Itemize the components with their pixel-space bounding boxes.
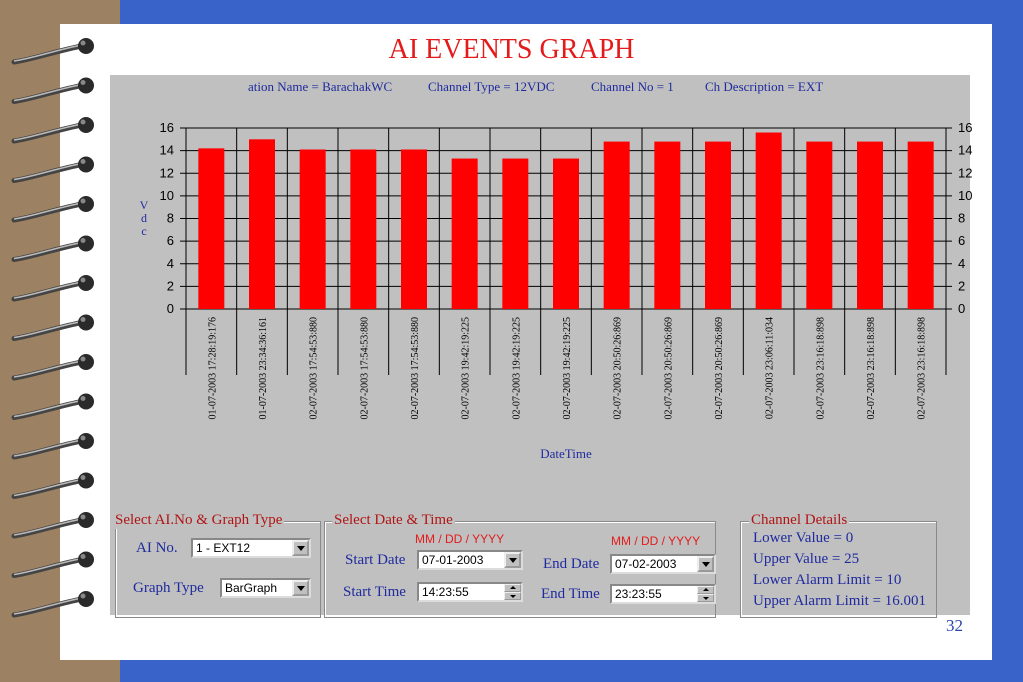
x-tick-label: 02-07-2003 19:42:19:225 bbox=[562, 317, 573, 420]
x-tick-label: 02-07-2003 20:50:26:869 bbox=[663, 317, 675, 420]
y-tick-label: 14 bbox=[159, 142, 174, 158]
spiral-ring bbox=[14, 117, 94, 141]
lower-value: Lower Value = 0 bbox=[753, 530, 854, 546]
channel-type: Channel Type = 12VDC bbox=[428, 79, 555, 94]
channel-no: Channel No = 1 bbox=[591, 79, 674, 94]
bar bbox=[857, 142, 883, 309]
y-tick-label-right: 12 bbox=[958, 165, 973, 181]
bar bbox=[300, 149, 326, 309]
date-time-group-legend: Select Date & Time bbox=[334, 512, 453, 528]
x-tick-label: 02-07-2003 20:50:26:869 bbox=[714, 317, 725, 420]
y-tick-label: 12 bbox=[159, 165, 174, 181]
spin-up-icon[interactable] bbox=[504, 584, 521, 592]
station-name: ation Name = BarachakWC bbox=[248, 79, 393, 94]
y-axis-label: V bbox=[139, 198, 149, 212]
ch-description: Ch Description = EXT bbox=[705, 79, 824, 94]
upper-alarm-limit: Upper Alarm Limit = 16.001 bbox=[753, 593, 927, 609]
y-tick-label: 8 bbox=[166, 210, 174, 226]
spiral-ring bbox=[14, 591, 94, 615]
y-tick-label: 10 bbox=[159, 187, 174, 203]
chevron-down-icon[interactable] bbox=[292, 540, 309, 556]
start-time-value: 14:23:55 bbox=[422, 585, 469, 599]
y-tick-label-right: 6 bbox=[958, 233, 966, 249]
spiral-ring bbox=[14, 275, 94, 299]
y-axis-label: c bbox=[141, 224, 147, 238]
x-tick-label: 02-07-2003 23:06:11:034 bbox=[764, 317, 776, 420]
spinner-arrows-icon[interactable] bbox=[697, 586, 714, 602]
spin-up-icon[interactable] bbox=[697, 586, 714, 594]
x-tick-label: 02-07-2003 19:42:19:225 bbox=[511, 317, 523, 420]
spiral-ring bbox=[14, 433, 94, 457]
start-date-label: Start Date bbox=[345, 552, 406, 568]
x-tick-label: 02-07-2003 23:16:18:898 bbox=[866, 317, 877, 420]
y-tick-label-right: 4 bbox=[958, 255, 966, 271]
end-time-value: 23:23:55 bbox=[615, 587, 662, 601]
bar bbox=[198, 148, 224, 309]
x-tick-label: 02-07-2003 17:54:53:880 bbox=[359, 317, 371, 420]
bar bbox=[756, 133, 782, 309]
spin-down-icon[interactable] bbox=[504, 592, 521, 600]
x-tick-label: 02-07-2003 20:50:26:869 bbox=[612, 317, 624, 420]
y-tick-label-right: 2 bbox=[958, 278, 966, 294]
y-tick-label-right: 10 bbox=[958, 187, 973, 203]
bar bbox=[908, 142, 934, 309]
spiral-ring bbox=[14, 512, 94, 536]
spiral-ring bbox=[14, 552, 94, 576]
end-date-picker[interactable] bbox=[610, 554, 716, 574]
bar bbox=[654, 142, 680, 309]
bar bbox=[350, 149, 376, 309]
channel-details-legend: Channel Details bbox=[751, 512, 848, 528]
upper-value: Upper Value = 25 bbox=[753, 551, 860, 567]
end-date-label: End Date bbox=[543, 556, 600, 572]
slide-number: 32 bbox=[946, 616, 963, 635]
chevron-down-icon[interactable] bbox=[292, 580, 309, 596]
y-tick-label: 2 bbox=[166, 278, 174, 294]
ai-no-value: 1 - EXT12 bbox=[196, 541, 251, 555]
graph-type-value: BarGraph bbox=[225, 581, 278, 595]
spiral-ring bbox=[14, 78, 94, 102]
slide-title: AI EVENTS GRAPH bbox=[388, 34, 635, 65]
graph-type-select[interactable] bbox=[220, 578, 311, 598]
spiral-ring bbox=[14, 196, 94, 220]
spiral-binding bbox=[0, 0, 110, 682]
ai-graph-group bbox=[115, 512, 321, 618]
bar bbox=[806, 142, 832, 309]
bar-chart bbox=[110, 97, 973, 467]
bar bbox=[604, 142, 630, 309]
end-time-label: End Time bbox=[541, 586, 600, 602]
x-tick-label: 02-07-2003 23:16:18:898 bbox=[916, 317, 928, 420]
channel-info-bar bbox=[110, 79, 970, 97]
spin-down-icon[interactable] bbox=[697, 594, 714, 602]
spinner-arrows-icon[interactable] bbox=[504, 584, 521, 600]
x-tick-label: 02-07-2003 17:54:53:880 bbox=[410, 317, 421, 420]
start-time-spinner[interactable] bbox=[417, 582, 523, 602]
y-tick-label: 6 bbox=[166, 233, 174, 249]
y-tick-label-right: 16 bbox=[958, 120, 973, 135]
end-time-spinner[interactable] bbox=[610, 584, 716, 604]
y-axis-label: d bbox=[141, 211, 147, 225]
spiral-ring bbox=[14, 354, 94, 378]
end-date-value: 07-02-2003 bbox=[615, 557, 677, 571]
ai-graph-group-legend: Select AI.No & Graph Type bbox=[115, 512, 283, 528]
channel-details-group bbox=[740, 512, 937, 618]
spiral-ring bbox=[14, 473, 94, 497]
graph-type-label: Graph Type bbox=[133, 580, 204, 596]
bar bbox=[502, 159, 528, 309]
lower-alarm-limit: Lower Alarm Limit = 10 bbox=[753, 572, 902, 588]
x-tick-label: 01-07-2003 23:34:36:161 bbox=[258, 317, 269, 420]
start-date-picker[interactable] bbox=[417, 550, 523, 570]
y-tick-label-right: 0 bbox=[958, 301, 966, 316]
y-tick-label: 4 bbox=[166, 255, 174, 271]
x-tick-label: 02-07-2003 23:16:18:898 bbox=[815, 317, 827, 420]
date-time-group bbox=[324, 512, 716, 618]
end-date-format-hint: MM / DD / YYYY bbox=[611, 534, 701, 548]
spiral-ring bbox=[14, 236, 94, 260]
spiral-ring bbox=[14, 157, 94, 181]
spiral-ring bbox=[14, 315, 94, 339]
ai-no-select[interactable] bbox=[191, 538, 311, 558]
bar bbox=[249, 139, 275, 309]
y-tick-label-right: 14 bbox=[958, 142, 973, 158]
x-tick-label: 02-07-2003 19:42:19:225 bbox=[460, 317, 472, 420]
y-tick-label: 16 bbox=[159, 120, 174, 135]
x-tick-label: 02-07-2003 17:54:53:880 bbox=[308, 317, 320, 420]
chevron-down-icon[interactable] bbox=[697, 556, 714, 572]
bar bbox=[452, 159, 478, 309]
ai-no-label: AI No. bbox=[136, 540, 178, 556]
x-axis-label: DateTime bbox=[540, 446, 592, 461]
start-time-label: Start Time bbox=[343, 584, 406, 600]
start-date-value: 07-01-2003 bbox=[422, 553, 484, 567]
chevron-down-icon[interactable] bbox=[504, 552, 521, 568]
start-date-format-hint: MM / DD / YYYY bbox=[415, 532, 505, 546]
bar bbox=[553, 159, 579, 309]
y-tick-label: 0 bbox=[166, 301, 174, 316]
spiral-ring bbox=[14, 394, 94, 418]
bar bbox=[401, 149, 427, 309]
x-tick-label: 01-07-2003 17:28:19:176 bbox=[207, 317, 219, 420]
app-window bbox=[110, 75, 973, 615]
y-tick-label-right: 8 bbox=[958, 210, 966, 226]
bar bbox=[705, 142, 731, 309]
